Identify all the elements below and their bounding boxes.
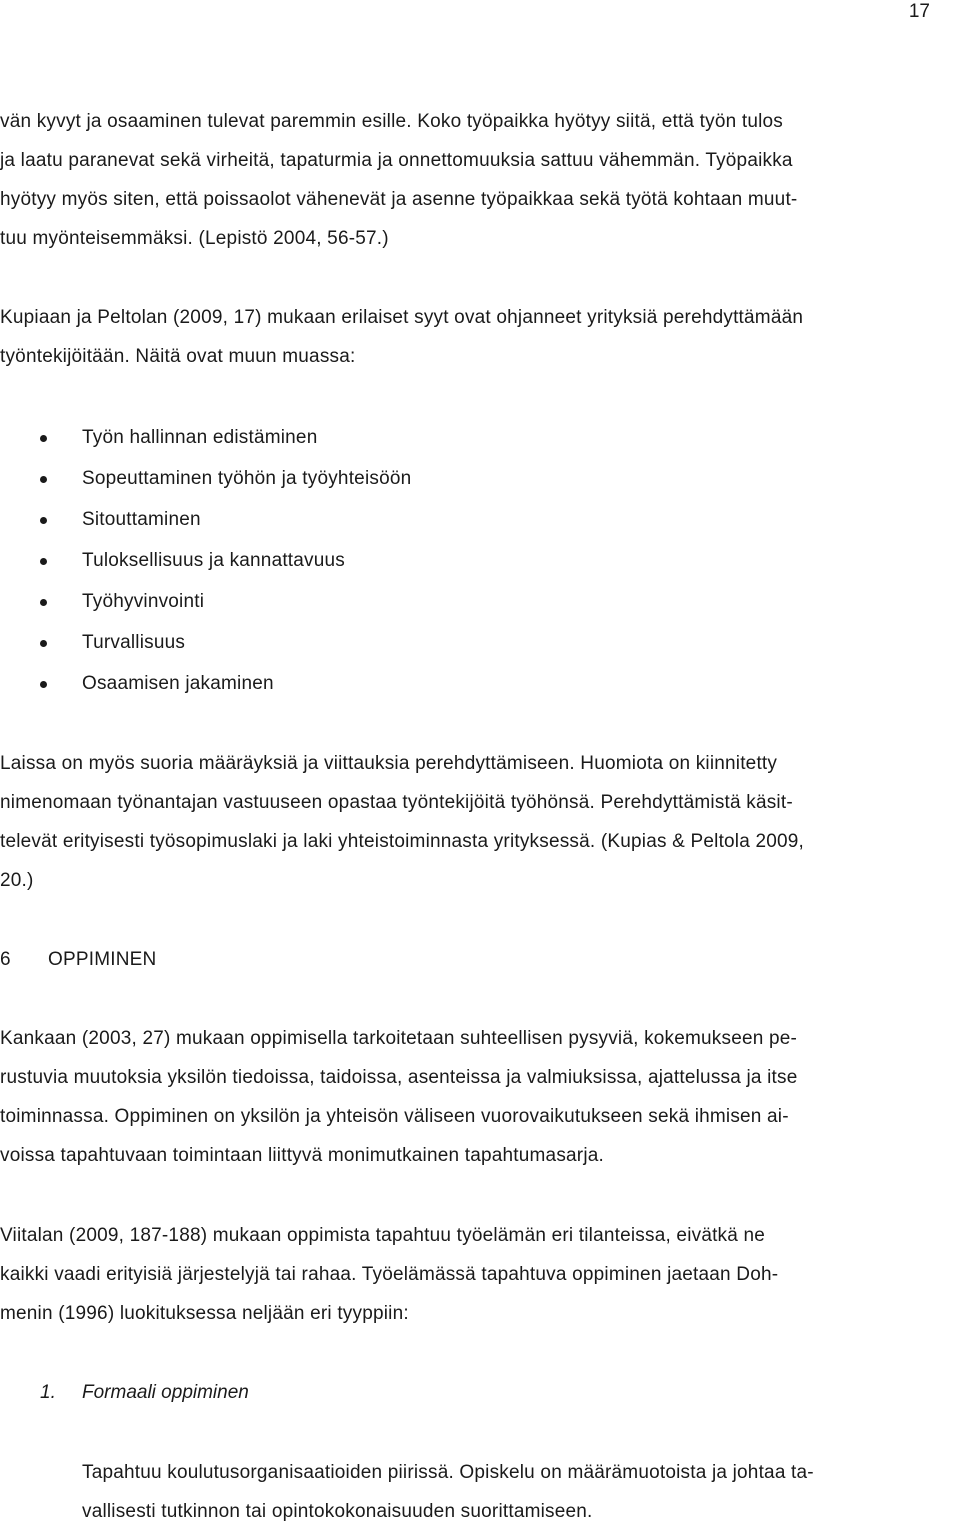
text-line: hyötyy myös siten, että poissaolot vähenevät ja asenne työpaikkaa sekä työtä kohtaan muut- — [0, 189, 798, 210]
section-heading — [0, 949, 156, 971]
text-line: työntekijöitään. Näitä ovat muun muassa: — [0, 346, 356, 367]
list-item: Osaamisen jakaminen — [0, 673, 960, 699]
text-line: kaikki vaadi erityisiä järjestelyjä tai rahaa. Työelämässä tapahtuva oppiminen jaetaan Doh- — [0, 1264, 779, 1285]
item-number: 1. — [40, 1382, 56, 1403]
text-line: ja laatu paranevat sekä virheitä, tapaturmia ja onnettomuuksia sattuu vähemmän. Työpaikka — [0, 150, 793, 171]
bullet-icon — [40, 435, 47, 442]
bullet-icon — [40, 681, 47, 688]
list-item: Työn hallinnan edistäminen — [0, 427, 960, 453]
text-line: vallisesti tutkinnon tai opintokokonaisuuden suorittamiseen. — [82, 1501, 593, 1522]
bullet-icon — [40, 517, 47, 524]
text-line: Tapahtuu koulutusorganisaatioiden piirissä. Opiskelu on määrämuotoista ja johtaa ta- — [82, 1462, 814, 1483]
text-line: rustuvia muutoksia yksilön tiedoissa, taidoissa, asenteissa ja valmiuksissa, ajattelussa ja itse — [0, 1067, 798, 1088]
text-line: televät erityisesti työsopimuslaki ja laki yhteistoiminnasta yrityksessä. (Kupias & Peltola 2009, — [0, 831, 805, 852]
bullet-icon — [40, 558, 47, 565]
text-line: Kankaan (2003, 27) mukaan oppimisella tarkoitetaan suhteellisen pysyviä, kokemukseen pe- — [0, 1028, 798, 1049]
text-line: voissa tapahtuvaan toimintaan liittyvä monimutkainen tapahtumasarja. — [0, 1145, 604, 1166]
text-line: menin (1996) luokituksessa neljään eri tyyppiin: — [0, 1303, 409, 1324]
text-line: Kupiaan ja Peltolan (2009, 17) mukaan erilaiset syyt ovat ohjanneet yrityksiä perehdyttämään — [0, 307, 804, 328]
text-line: tuu myönteisemmäksi. (Lepistö 2004, 56-57.) — [0, 228, 389, 249]
bullet-icon — [40, 640, 47, 647]
bullet-icon — [40, 599, 47, 606]
text-line: 20.) — [0, 870, 34, 891]
list-item: Tuloksellisuus ja kannattavuus — [0, 550, 960, 576]
list-item: Työhyvinvointi — [0, 591, 960, 617]
section-title: OPPIMINEN — [48, 949, 157, 970]
text-line: Viitalan (2009, 187-188) mukaan oppimista tapahtuu työelämän eri tilanteissa, eivätkä ne — [0, 1225, 766, 1246]
text-line: nimenomaan työnantajan vastuuseen opastaa työntekijöitä työhönsä. Perehdyttämistä käsit- — [0, 792, 793, 813]
section-number: 6 — [0, 949, 11, 970]
list-item: Sitouttaminen — [0, 509, 960, 535]
item-title: Formaali oppiminen — [82, 1382, 249, 1403]
text-line: Laissa on myös suoria määräyksiä ja viittauksia perehdyttämiseen. Huomiota on kiinnitetty — [0, 753, 778, 774]
page-number: 17 — [908, 1, 930, 22]
text-line: toiminnassa. Oppiminen on yksilön ja yhteisön väliseen vuorovaikutukseen sekä ihmisen ai- — [0, 1106, 789, 1127]
list-item: Turvallisuus — [0, 632, 960, 658]
bullet-icon — [40, 476, 47, 483]
list-item: Sopeuttaminen työhön ja työyhteisöön — [0, 468, 960, 494]
text-line: vän kyvyt ja osaaminen tulevat paremmin esille. Koko työpaikka hyötyy siitä, että työn tulos — [0, 111, 783, 132]
